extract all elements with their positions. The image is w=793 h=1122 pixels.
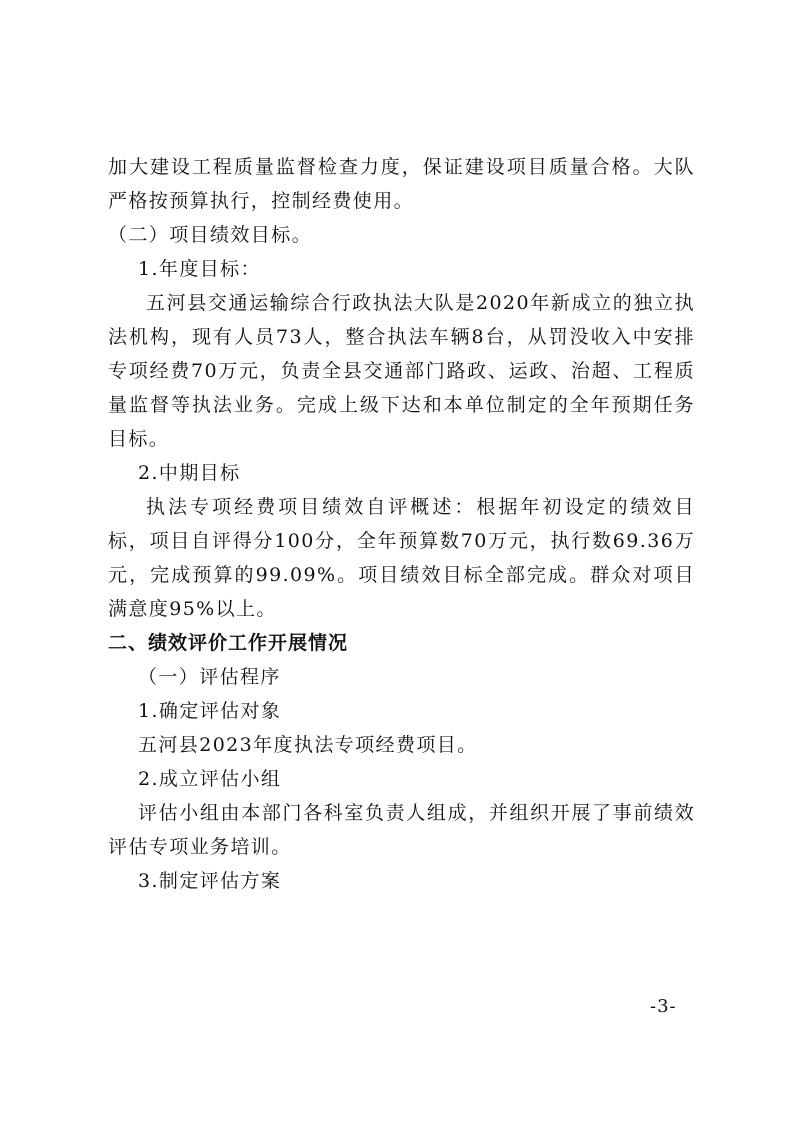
paragraph-evaluation-group: 评估小组由本部门各科室负责人组成，并组织开展了事前绩效评估专项业务培训。	[108, 802, 695, 858]
section-project-performance-goals: （二）项目绩效目标。	[108, 224, 313, 246]
paragraph-quality-supervision: 加大建设工程质量监督检查力度，保证建设项目质量合格。大队严格按预算执行，控制经费使用。	[108, 156, 695, 212]
section-evaluation-procedure: （一）评估程序	[138, 666, 281, 688]
item-annual-goal: 1.年度目标：	[138, 258, 261, 280]
item-establish-evaluation-group: 2.成立评估小组	[138, 768, 282, 790]
heading-evaluation-work: 二、绩效评价工作开展情况	[108, 632, 349, 654]
document-body	[108, 150, 695, 898]
paragraph-annual-goal-description: 五河县交通运输综合行政执法大队是2020年新成立的独立执法机构，现有人员73人，整合执法车辆8台，从罚没收入中安排专项经费70万元，负责全县交通部门路政、运政、治超、工程质量监督等执法业务。完成上级下达和本单位制定的全年预期任务目标。	[108, 292, 695, 450]
item-determine-evaluation-object: 1.确定评估对象	[138, 700, 282, 722]
item-mid-term-goal: 2.中期目标	[138, 462, 241, 484]
item-formulate-evaluation-plan: 3.制定评估方案	[138, 870, 282, 892]
page-number: -3-	[650, 996, 677, 1017]
paragraph-self-evaluation-summary: 执法专项经费项目绩效自评概述：根据年初设定的绩效目标，项目自评得分100分，全年预算数70万元，执行数69.36万元，完成预算的99.09%。项目绩效目标全部完成。群众对项目满意度95%以上。	[108, 496, 695, 620]
paragraph-evaluation-object: 五河县2023年度执法专项经费项目。	[138, 734, 478, 756]
